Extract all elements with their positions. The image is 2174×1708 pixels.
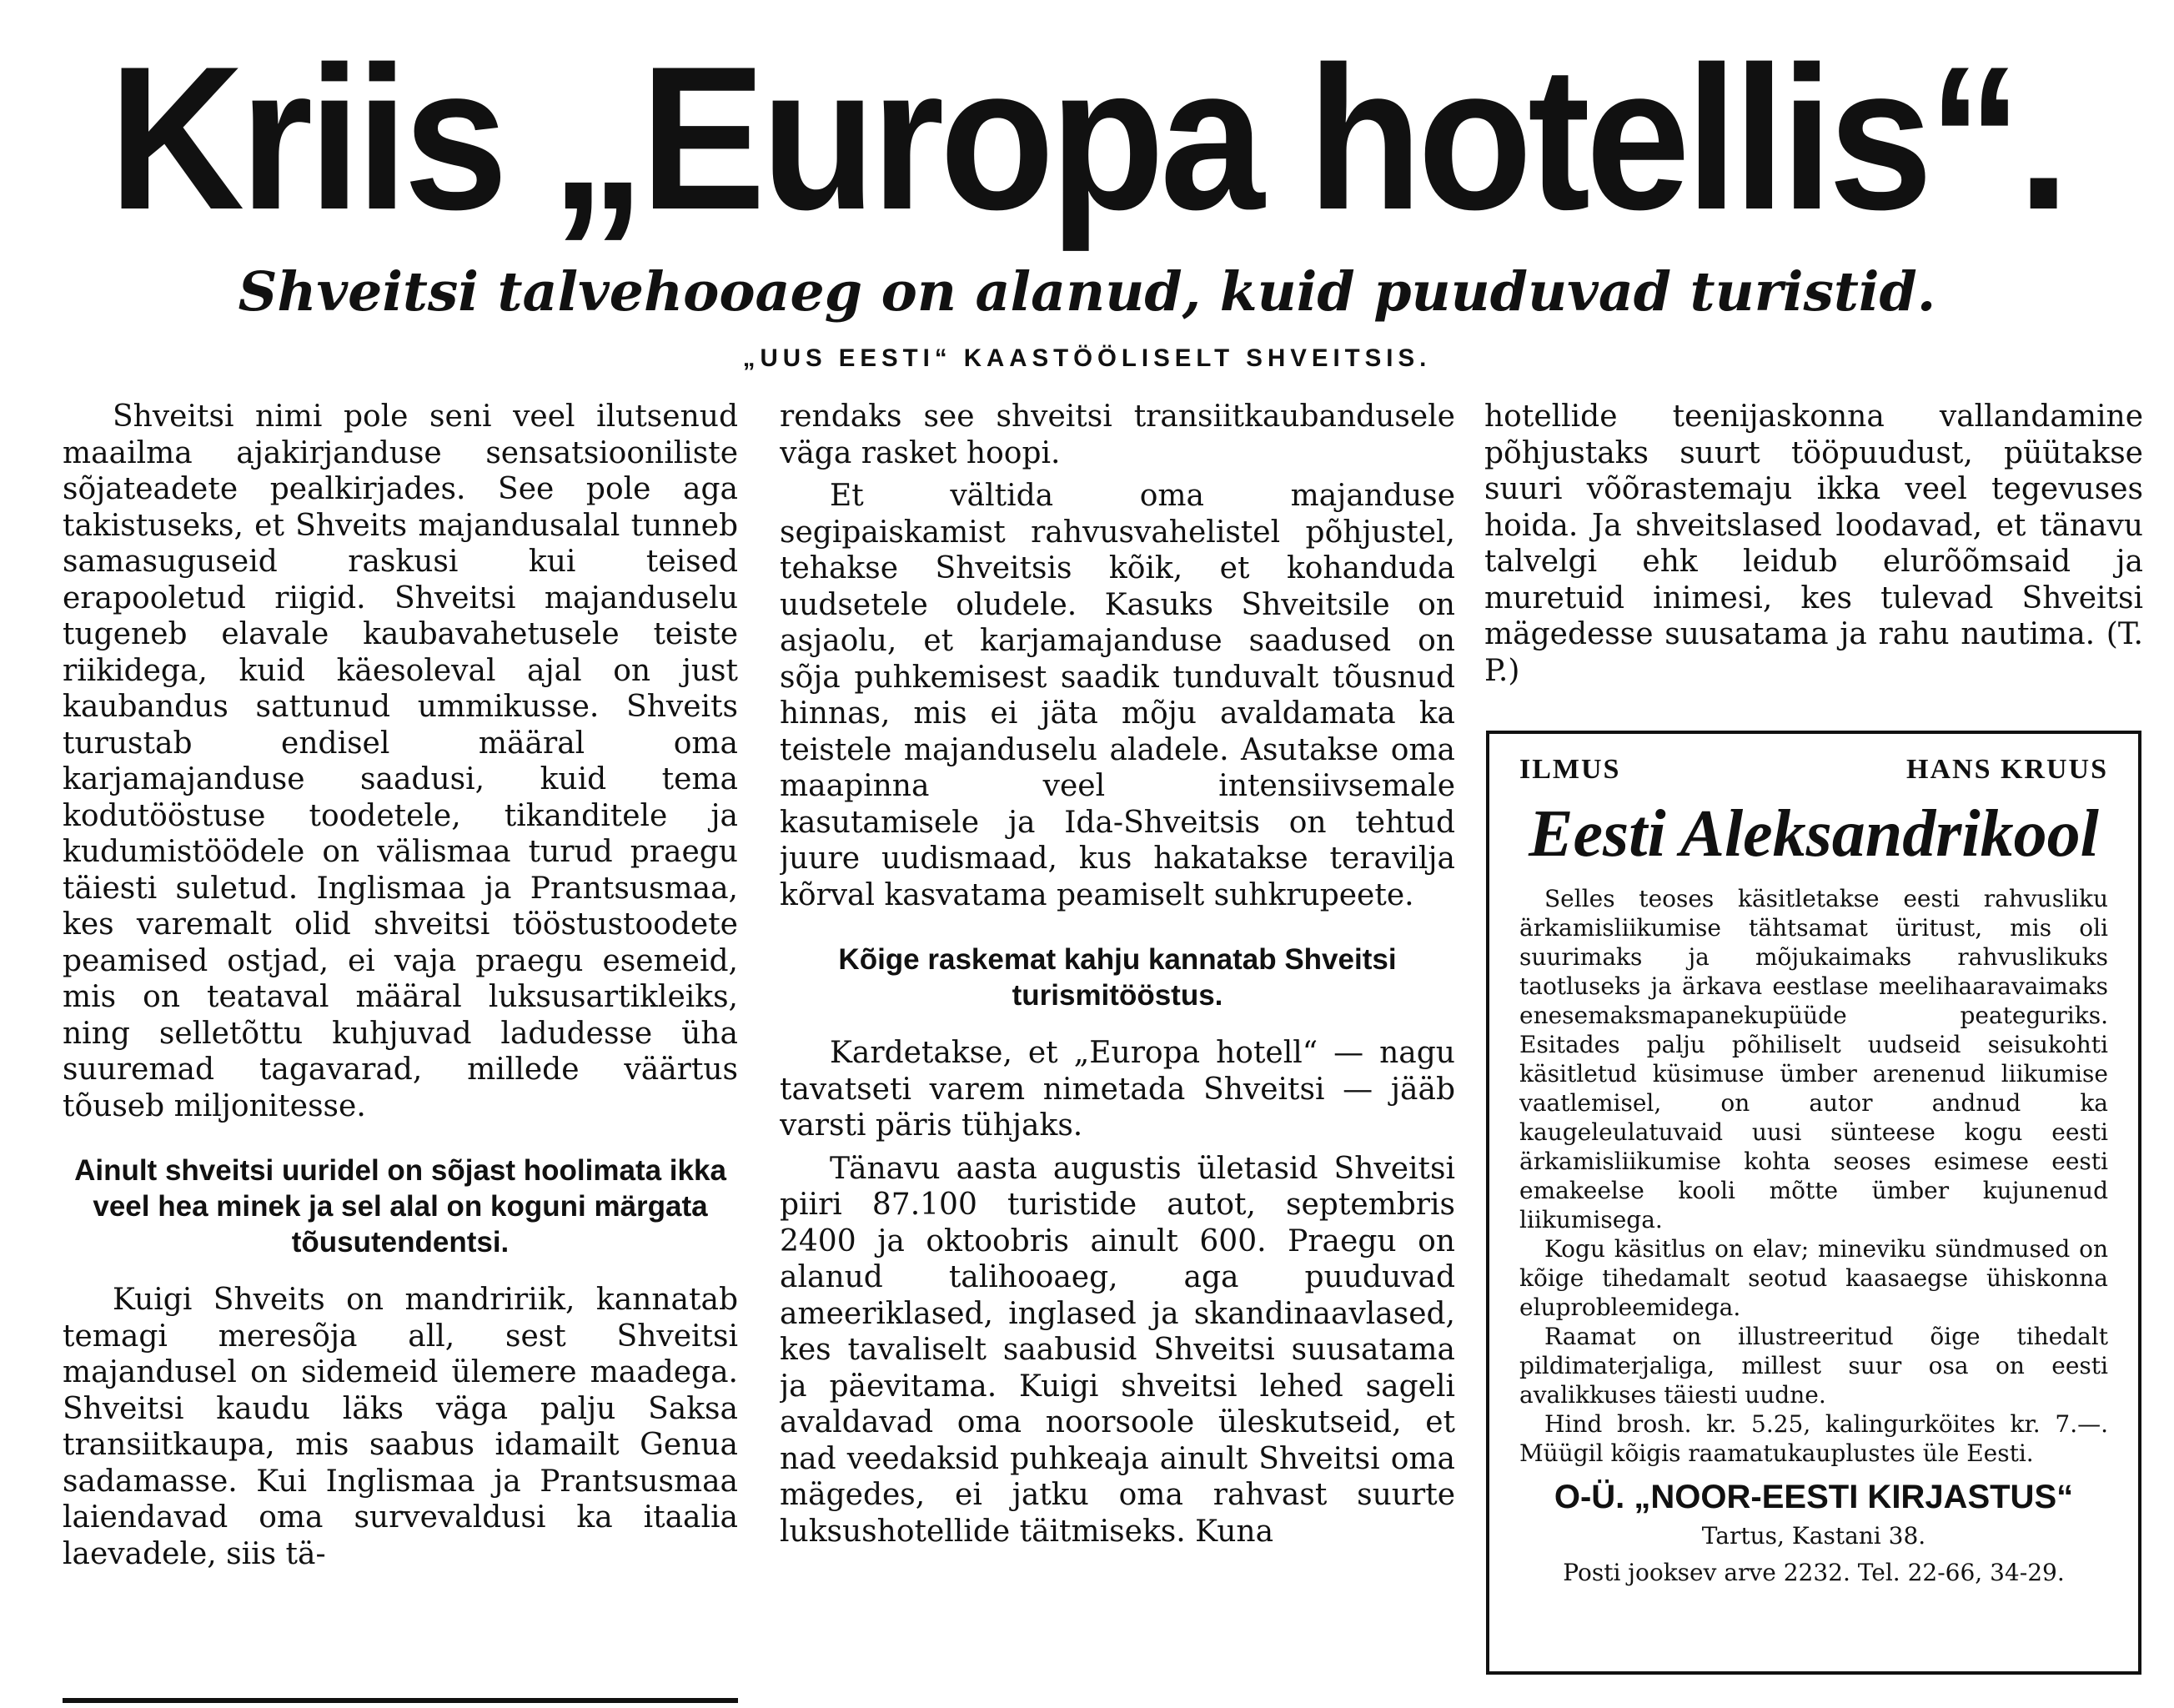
- ad-body: [1519, 884, 2108, 1468]
- article-column-3: [1484, 399, 2143, 732]
- article-paragraph: Tänavu aasta augustis ületasid Shveitsi piiri 87.100 turistide autot, septembris 2400 ja oktoobris ainult 600. Praegu on alanud talihooaeg, aga puuduvad ameeriklased, inglased ja skandinaavlased, kes tavaliselt saabusid Shveitsi suusatama ja päevitama. Kuigi shveitsi lehed sageli avaldavad oma noorsoole üleskutseid, et nad veedaksid puhkeaja ainult Shveitsi oma mägedes, ei jatku oma rahvast suurte luksushotellide täitmiseks. Kuna: [780, 1151, 1455, 1549]
- ad-paragraph: Kogu käsitlus on elav; mineviku sündmused on kõige tihedamalt seotud kaasaegse ühiskonna eluprobleemidega.: [1519, 1235, 2108, 1321]
- article-paragraph: Kardetakse, et „Europa hotell“ — nagu tavatseti varem nimetada Shveitsi — jääb varsti päris tühjaks.: [780, 1036, 1455, 1143]
- article-paragraph: Kuigi Shveits on mandririik, kannatab temagi meresõja all, sest Shveitsi majandusel on sidemeid ülemere maadega. Shveitsi kaudu läks väga palju Saksa transiitkaupa, mis saabus idamailt Genua sadamasse. Kui Inglismaa ja Prantsusmaa laiendavad oma survevaldusi ka itaalia laevadele, siis tä-: [63, 1283, 738, 1571]
- byline: „UUS EESTI“ KAASTÖÖLISELT SHVEITSIS.: [742, 344, 1432, 372]
- article-paragraph: rendaks see shveitsi transiitkaubandusele väga rasket hoopi.: [780, 399, 1455, 470]
- ad-publisher: O-Ü. „NOOR-EESTI KIRJASTUS“: [1554, 1479, 2074, 1515]
- ad-paragraph: Hind brosh. kr. 5.25, kalingurköites kr. 7.—. Müügil kõigis raamatukauplustes üle Eesti.: [1519, 1410, 2108, 1467]
- section-heading: Ainult shveitsi uuridel on sõjast hoolimata ikka veel hea minek ja sel alal on koguni märgata tõusutendentsi.: [74, 1154, 726, 1258]
- headline: Kriis „Europa hotellis“.: [108, 23, 2066, 252]
- article-paragraph: Et vältida oma majanduse segipaiskamist rahvusvahelistel põhjustel, tehakse Shveitsis kõik, et kohanduda uudsetele oludele. Kasuks Shveitsile on asjaolu, et karjamajanduse saadused on sõja puhkemisest saadik tunduvalt tõusnud hinnas, mis ei jäta mõju avaldamata ka teistele majanduselu aladele. Asutakse oma maapinna veel intensiivsemale kasutamisele ja Ida-Shveitsis on tehtud juure uudismaad, kus hakatakse teravilja kõrval kasvatama peamiselt suhkrupeete.: [780, 479, 1455, 912]
- article-column-2: [780, 399, 1455, 1708]
- ad-book-title: Eesti Aleksandrikool: [1529, 797, 2099, 871]
- column-rule: [63, 1698, 738, 1703]
- ad-header: [1519, 751, 2108, 789]
- ad-label-left: ILMUS: [1519, 754, 1621, 785]
- ad-address: Tartus, Kastani 38.: [1701, 1522, 1926, 1550]
- book-advertisement: [1486, 731, 2141, 1675]
- article-paragraph: hotellide teenijaskonna vallandamine põhjustaks suurt tööpuudust, püütakse suuri võõrastemaju ikka veel tegevuses hoida. Ja shveitslased loodavad, et tänavu talvelgi ehk leidub elurõõmsaid ja muretuid inimesi, kes tulevad Shveitsi mägedesse suusatama ja rahu nautima. (T. P.): [1484, 399, 2143, 688]
- ad-author: HANS KRUUS: [1906, 754, 2108, 785]
- article-paragraph: Shveitsi nimi pole seni veel ilutsenud maailma ajakirjanduse sensatsiooniliste sõjateadete pealkirjades. See pole aga takistuseks, et Shveits majandusalal tunneb samasuguseid raskusi kui teised erapooletud riigid. Shveitsi majanduselu tugeneb elavale kaubavahetusele teiste riikidega, kuid käesoleval ajal on just kaubandus sattunud ummikusse. Shveits turustab endisel määral oma karjamajanduse saadusi, kuid tema kodutööstuse toodetele, tikanditele ja kudumistöödele on välismaa turud praegu täiesti suletud. Inglismaa ja Prantsusmaa, kes varemalt olid shveitsi tööstustoodete peamised ostjad, ei vaja praegu esemeid, mis on teataval määral luksusartikleiks, ning selletõttu kuhjuvad ladudesse üha suuremad tagavarad, millede väärtus tõuseb miljonitesse.: [63, 399, 738, 1123]
- section-heading: Kõige raskemat kahju kannatab Shveitsi turismitööstus.: [838, 943, 1397, 1012]
- ad-paragraph: Selles teoses käsitletakse eesti rahvusliku ärkamisliikumise tähtsamat üritust, mis oli suurimaks ja mõjukaimaks rahvuslikuks taotluseks ja ärkava eestlase meelihaaravaimaks enesemaksmapanekupüüde peateguriks. Esitades palju põhiliselt uudseid seisukohti käsitletud küsimuse ümber arenenud liikumise vaatlemisel, on autor andnud ka kaugeleulatuvaid uusi sünteese kogu eesti ärkamisliikumise kohta seoses esimese eesti emakeelse kooli mõtte ümber kujunenud liikumisega.: [1519, 885, 2108, 1233]
- ad-paragraph: Raamat on illustreeritud õige tihedalt pildimaterjaliga, millest suur osa on eesti avalikkuses täiesti uudne.: [1519, 1323, 2108, 1409]
- subtitle: Shveitsi talvehooaeg on alanud, kuid puuduvad turistid.: [238, 260, 1936, 324]
- ad-bank-info: Posti jooksev arve 2232. Tel. 22-66, 34-29.: [1563, 1559, 2065, 1586]
- article-column-1: [63, 399, 738, 1687]
